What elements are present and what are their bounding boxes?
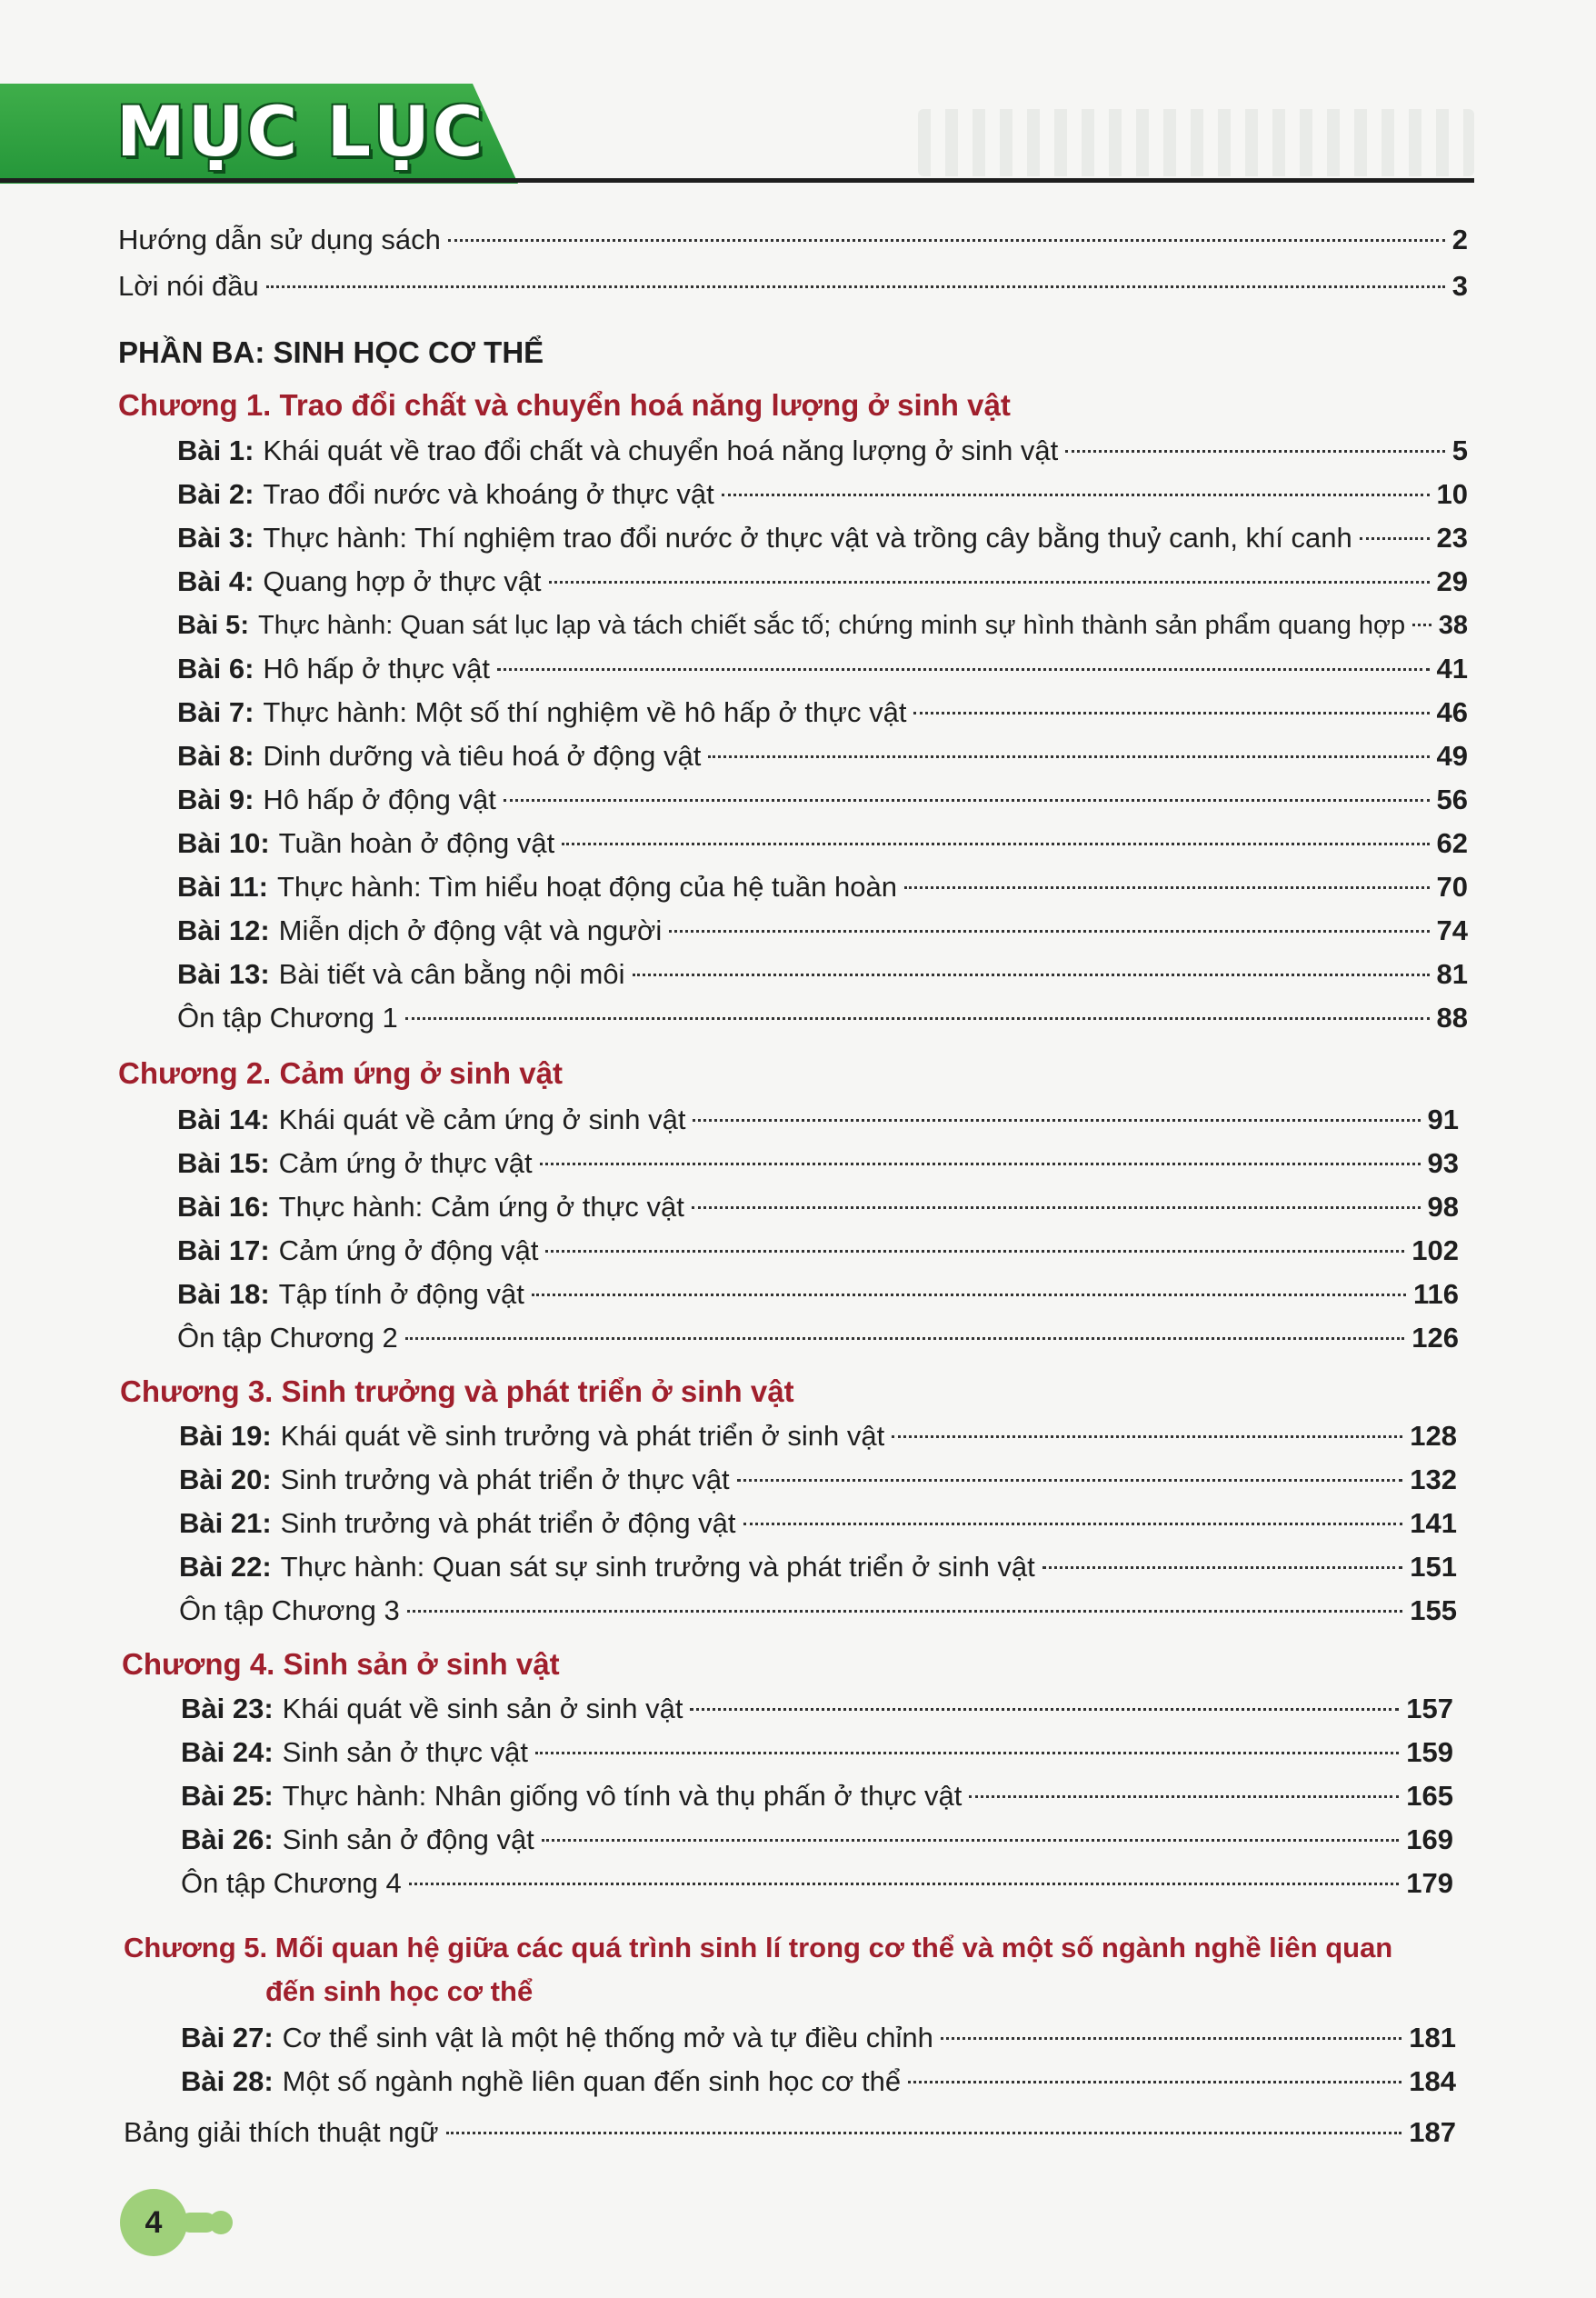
toc-entry-bai-26[interactable] — [181, 1820, 1453, 1860]
toc-entry-page: 2 — [1451, 224, 1468, 255]
toc-entry-page: 98 — [1427, 1191, 1459, 1223]
toc-entry-bai-19[interactable] — [179, 1416, 1457, 1456]
leader-dots — [545, 1250, 1404, 1253]
toc-entry-bai-8[interactable] — [177, 736, 1468, 776]
leader-dots — [908, 2081, 1401, 2083]
toc-entry-title: Khái quát về sinh sản ở sinh vật — [282, 1693, 683, 1724]
toc-entry-on-tap-2[interactable] — [177, 1318, 1459, 1358]
leader-dots — [1065, 450, 1444, 453]
toc-entry-title: Tuần hoàn ở động vật — [278, 827, 555, 859]
lesson-number: Bài 14: — [177, 1104, 270, 1135]
toc-entry-title: Thực hành: Thí nghiệm trao đổi nước ở thực vật và trồng cây bằng thuỷ canh, khí canh — [263, 522, 1352, 554]
lesson-number: Bài 28: — [181, 2065, 274, 2097]
toc-entry-title: Thực hành: Tìm hiểu hoạt động của hệ tuần hoàn — [276, 871, 897, 903]
toc-entry-page: 187 — [1409, 2116, 1456, 2148]
toc-entry-title: Sinh trưởng và phát triển ở thực vật — [280, 1464, 730, 1495]
leader-dots — [737, 1479, 1403, 1482]
toc-entry-title: Thực hành: Cảm ứng ở thực vật — [278, 1191, 684, 1223]
leader-dots — [904, 886, 1430, 889]
chapter-title: Mối quan hệ giữa các quá trình sinh lí trong cơ thể và một số ngành nghề liên quan — [274, 1932, 1393, 1963]
toc-entry-bai-6[interactable] — [177, 649, 1468, 689]
toc-entry-page: 93 — [1427, 1147, 1459, 1179]
lesson-number: Bài 10: — [177, 827, 270, 859]
toc-entry-page: 184 — [1409, 2065, 1456, 2097]
leader-dots — [405, 1337, 1405, 1340]
page-badge-dot — [209, 2211, 233, 2234]
toc-entry-title: Thực hành: Nhân giống vô tính và thụ phấn ở thực vật — [282, 1780, 963, 1812]
lesson-number: Bài 1: — [177, 435, 254, 466]
chapter-title: Sinh trưởng và phát triển ở sinh vật — [281, 1374, 794, 1408]
toc-entry-title: Khái quát về sinh trưởng và phát triển ở sinh vật — [280, 1420, 885, 1452]
toc-entry-bai-23[interactable] — [181, 1689, 1453, 1729]
lesson-number: Bài 12: — [177, 914, 270, 946]
toc-entry-page: 159 — [1406, 1736, 1453, 1768]
leader-dots — [892, 1435, 1402, 1438]
leader-dots — [409, 1883, 1400, 1885]
leader-dots — [913, 712, 1429, 714]
page-number: 4 — [145, 2204, 163, 2240]
toc-entry-page: 5 — [1451, 435, 1468, 466]
lesson-number: Bài 18: — [177, 1278, 270, 1310]
toc-entry-bai-20[interactable] — [179, 1460, 1457, 1500]
toc-entry-page: 3 — [1451, 270, 1468, 302]
toc-entry-title: Lời nói đầu — [118, 270, 259, 302]
toc-entry-title: Cơ thể sinh vật là một hệ thống mở và tự điều chỉnh — [282, 2022, 933, 2053]
lesson-number: Bài 8: — [177, 740, 254, 772]
toc-entry-page: 151 — [1410, 1551, 1457, 1583]
toc-entry-page: 179 — [1406, 1867, 1453, 1899]
leader-dots — [266, 285, 1445, 288]
page-number-badge — [120, 2189, 187, 2256]
toc-entry-on-tap-1[interactable] — [177, 998, 1468, 1038]
leader-dots — [669, 930, 1429, 933]
toc-entry-bai-15[interactable] — [177, 1144, 1459, 1184]
lesson-number: Bài 19: — [179, 1420, 272, 1452]
chapter-label: Chương 2. — [118, 1056, 272, 1090]
lesson-number: Bài 16: — [177, 1191, 270, 1223]
toc-entry-title: Cảm ứng ở thực vật — [278, 1147, 533, 1179]
toc-entry-page: 62 — [1436, 827, 1468, 859]
chapter-4-heading[interactable] — [122, 1644, 560, 1685]
toc-entry-bai-22[interactable] — [179, 1547, 1457, 1587]
toc-entry-page: 155 — [1410, 1594, 1457, 1626]
toc-entry-page: 10 — [1436, 478, 1468, 510]
toc-entry-bai-3[interactable] — [177, 518, 1468, 558]
chapter-title: Sinh sản ở sinh vật — [283, 1647, 560, 1681]
leader-dots — [448, 239, 1445, 242]
toc-entry-bai-16[interactable] — [177, 1187, 1459, 1227]
toc-entry-page: 181 — [1409, 2022, 1456, 2053]
toc-entry-page: 169 — [1406, 1823, 1453, 1855]
toc-entry-page: 91 — [1427, 1104, 1459, 1135]
lesson-number: Bài 24: — [181, 1736, 274, 1768]
toc-entry-on-tap-3[interactable] — [179, 1591, 1457, 1631]
lesson-number: Bài 26: — [181, 1823, 274, 1855]
lesson-number: Bài 25: — [181, 1780, 274, 1812]
leader-dots — [1042, 1566, 1402, 1569]
toc-entry-title: Khái quát về cảm ứng ở sinh vật — [278, 1104, 686, 1135]
toc-entry-title: Khái quát về trao đổi chất và chuyển hoá năng lượng ở sinh vật — [263, 435, 1059, 466]
toc-entry-title: Thực hành: Quan sát sự sinh trưởng và phát triển ở sinh vật — [280, 1551, 1035, 1583]
leader-dots — [407, 1610, 1403, 1613]
toc-entry-bang-giai-thich[interactable] — [124, 2113, 1456, 2153]
toc-entry-page: 88 — [1436, 1002, 1468, 1034]
toc-entry-page: 74 — [1436, 914, 1468, 946]
toc-entry-title: Sinh sản ở thực vật — [282, 1736, 528, 1768]
toc-entry-bai-28[interactable] — [181, 2062, 1456, 2102]
toc-entry-title: Bài tiết và cân bằng nội môi — [278, 958, 625, 990]
toc-entry-bai-25[interactable] — [181, 1776, 1453, 1816]
header-decoration — [918, 109, 1474, 176]
toc-entry-loi-noi-dau[interactable] — [118, 266, 1468, 306]
toc-entry-title: Ôn tập Chương 3 — [179, 1594, 400, 1626]
toc-entry-page: 116 — [1412, 1278, 1459, 1310]
toc-entry-bai-24[interactable] — [181, 1733, 1453, 1773]
lesson-number: Bài 15: — [177, 1147, 270, 1179]
toc-entry-bai-11[interactable] — [177, 867, 1468, 907]
toc-entry-huong-dan[interactable] — [118, 220, 1468, 260]
chapter-label: Chương 3. — [120, 1374, 274, 1408]
leader-dots — [743, 1523, 1403, 1525]
toc-entry-page: 56 — [1436, 784, 1468, 815]
toc-entry-bai-10[interactable] — [177, 824, 1468, 864]
toc-entry-title: Bảng giải thích thuật ngữ — [124, 2116, 439, 2148]
toc-entry-bai-7[interactable] — [177, 693, 1468, 733]
toc-entry-page: 23 — [1436, 522, 1468, 554]
leader-dots — [693, 1119, 1420, 1122]
leader-dots — [542, 1839, 1399, 1842]
leader-dots — [969, 1795, 1399, 1798]
toc-entry-bai-2[interactable] — [177, 475, 1468, 515]
chapter-2-heading[interactable] — [118, 1053, 563, 1094]
toc-entry-title: Thực hành: Quan sát lục lạp và tách chiết sắc tố; chứng minh sự hình thành sản phẩm quang hợp — [257, 611, 1406, 640]
toc-entry-bai-12[interactable] — [177, 911, 1468, 951]
leader-dots — [532, 1294, 1406, 1296]
lesson-number: Bài 5: — [177, 611, 249, 640]
toc-entry-bai-9[interactable] — [177, 780, 1468, 820]
lesson-number: Bài 23: — [181, 1693, 274, 1724]
toc-entry-page: 70 — [1436, 871, 1468, 903]
toc-entry-title: Ôn tập Chương 4 — [181, 1867, 402, 1899]
lesson-number: Bài 3: — [177, 522, 254, 554]
chapter-label: Chương 5. — [124, 1932, 268, 1963]
leader-dots — [708, 755, 1429, 758]
toc-entry-bai-1[interactable] — [177, 431, 1468, 471]
part-heading: PHẦN BA: SINH HỌC CƠ THỂ — [118, 335, 544, 369]
toc-entry-page: 102 — [1411, 1234, 1459, 1266]
toc-entry-page: 141 — [1410, 1507, 1457, 1539]
leader-dots — [497, 668, 1430, 671]
toc-entry-bai-14[interactable] — [177, 1100, 1459, 1140]
toc-entry-title: Hô hấp ở thực vật — [263, 653, 491, 684]
lesson-number: Bài 20: — [179, 1464, 272, 1495]
leader-dots — [540, 1163, 1421, 1165]
toc-entry-page: 49 — [1436, 740, 1468, 772]
toc-entry-bai-4[interactable] — [177, 562, 1468, 602]
lesson-number: Bài 11: — [177, 871, 268, 903]
toc-entry-bai-13[interactable] — [177, 954, 1468, 994]
lesson-number: Bài 21: — [179, 1507, 272, 1539]
chapter-5-heading[interactable] — [124, 1927, 1392, 1969]
toc-entry-page: 81 — [1436, 958, 1468, 990]
leader-dots — [690, 1708, 1399, 1711]
toc-entry-page: 41 — [1436, 653, 1468, 684]
lesson-number: Bài 22: — [179, 1551, 272, 1583]
toc-entry-title: Sinh trưởng và phát triển ở động vật — [280, 1507, 736, 1539]
toc-entry-page: 38 — [1438, 611, 1468, 640]
leader-dots — [692, 1206, 1421, 1209]
toc-entry-title: Tập tính ở động vật — [278, 1278, 524, 1310]
chapter-title: Trao đổi chất và chuyển hoá năng lượng ở sinh vật — [279, 388, 1011, 422]
toc-entry-bai-18[interactable] — [177, 1274, 1459, 1314]
toc-entry-title: Hướng dẫn sử dụng sách — [118, 224, 441, 255]
lesson-number: Bài 4: — [177, 565, 254, 597]
leader-dots — [446, 2132, 1402, 2134]
toc-entry-page: 46 — [1436, 696, 1468, 728]
leader-dots — [504, 799, 1430, 802]
toc-entry-page: 126 — [1411, 1322, 1459, 1354]
toc-entry-bai-21[interactable] — [179, 1504, 1457, 1544]
toc-entry-page: 128 — [1410, 1420, 1457, 1452]
toc-entry-title: Một số ngành nghề liên quan đến sinh học cơ thể — [282, 2065, 902, 2097]
lesson-number: Bài 7: — [177, 696, 254, 728]
toc-entry-bai-27[interactable] — [181, 2018, 1456, 2058]
leader-dots — [405, 1017, 1430, 1020]
toc-entry-page: 29 — [1436, 565, 1468, 597]
toc-entry-bai-17[interactable] — [177, 1231, 1459, 1271]
toc-entry-title: Miễn dịch ở động vật và người — [278, 914, 663, 946]
leader-dots — [1360, 537, 1430, 540]
page-title: MỤC LỤC — [116, 91, 486, 172]
toc-entry-title: Ôn tập Chương 1 — [177, 1002, 398, 1034]
chapter-label: Chương 1. — [118, 388, 272, 422]
chapter-label: Chương 4. — [122, 1647, 275, 1681]
leader-dots — [722, 494, 1430, 496]
toc-entry-page: 157 — [1406, 1693, 1453, 1724]
toc-entry-on-tap-4[interactable] — [181, 1863, 1453, 1903]
leader-dots — [562, 843, 1429, 845]
toc-entry-title: Quang hợp ở thực vật — [263, 565, 542, 597]
chapter-5-heading-line2: đến sinh học cơ thể — [265, 1975, 534, 2007]
toc-entry-title: Hô hấp ở động vật — [263, 784, 496, 815]
leader-dots — [941, 2037, 1401, 2040]
lesson-number: Bài 27: — [181, 2022, 274, 2053]
toc-entry-title: Trao đổi nước và khoáng ở thực vật — [263, 478, 714, 510]
chapter-3-heading[interactable] — [120, 1371, 794, 1413]
leader-dots — [1412, 624, 1431, 626]
toc-entry-page: 132 — [1410, 1464, 1457, 1495]
leader-dots — [535, 1752, 1399, 1754]
lesson-number: Bài 13: — [177, 958, 270, 990]
chapter-title: Cảm ứng ở sinh vật — [279, 1056, 563, 1090]
lesson-number: Bài 2: — [177, 478, 254, 510]
lesson-number: Bài 17: — [177, 1234, 270, 1266]
toc-entry-bai-5[interactable] — [177, 605, 1468, 645]
toc-entry-title: Dinh dưỡng và tiêu hoá ở động vật — [263, 740, 702, 772]
toc-entry-page: 165 — [1406, 1780, 1453, 1812]
lesson-number: Bài 9: — [177, 784, 254, 815]
chapter-1-heading[interactable] — [118, 385, 1011, 426]
toc-entry-title: Thực hành: Một số thí nghiệm về hô hấp ở thực vật — [263, 696, 907, 728]
leader-dots — [633, 974, 1430, 976]
leader-dots — [549, 581, 1430, 584]
toc-entry-title: Cảm ứng ở động vật — [278, 1234, 539, 1266]
toc-entry-title: Ôn tập Chương 2 — [177, 1322, 398, 1354]
toc-entry-title: Sinh sản ở động vật — [282, 1823, 534, 1855]
header-rule — [0, 178, 1474, 183]
lesson-number: Bài 6: — [177, 653, 254, 684]
